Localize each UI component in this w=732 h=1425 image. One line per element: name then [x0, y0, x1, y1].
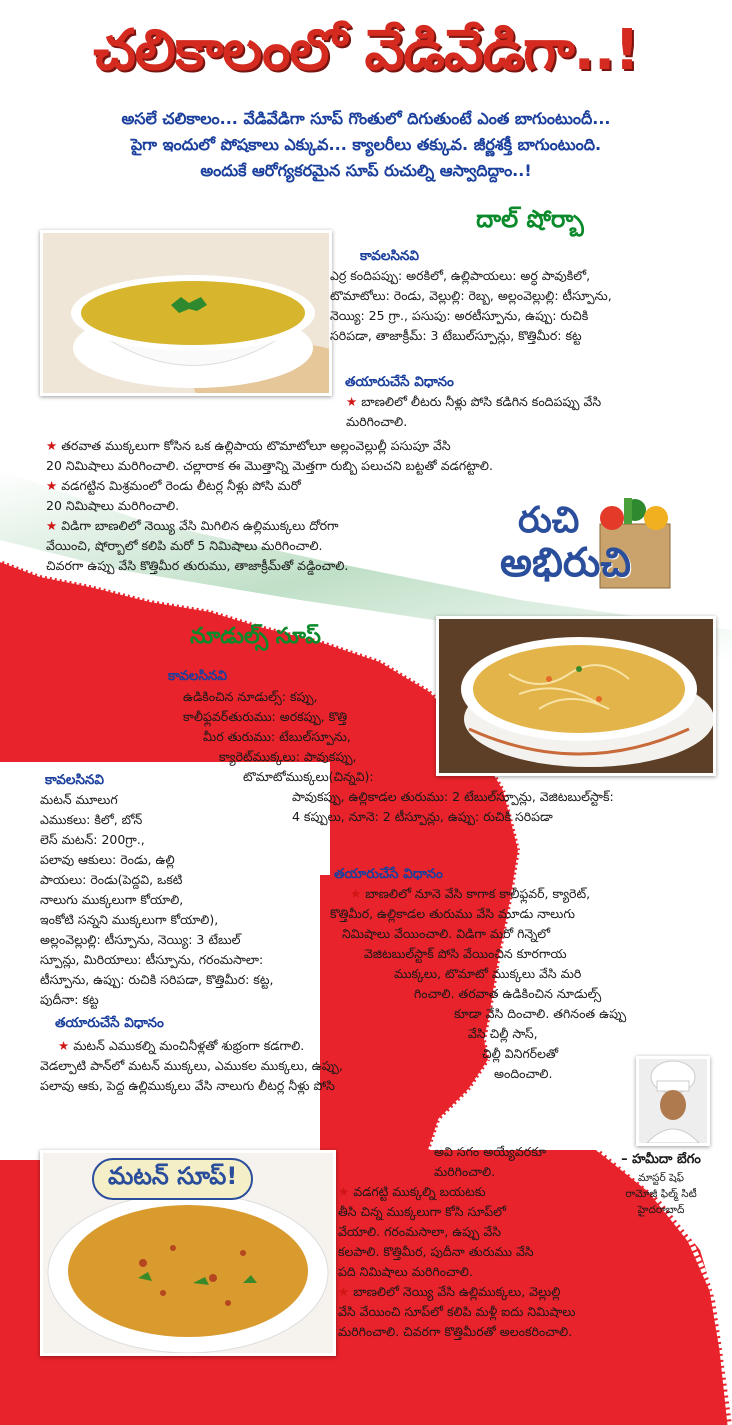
star-bullet-icon: ★: [338, 1184, 350, 1199]
noodles-ingredient-line: టొమాటోముక్కలు(చిన్నవి):: [243, 769, 374, 784]
noodles-ingredient-line: మీర తురుము: టేబుల్‌స్పూను,: [203, 729, 351, 744]
mutton-method-line: తీసి చిన్న ముక్కలుగా కోసి సూప్‌లో: [338, 1204, 507, 1219]
mutton-method-line: కలపాలి. కొత్తిమీర, పుదీనా తురుము వేసి: [338, 1244, 534, 1259]
mutton-ingredient-line: మటన్ మూలుగ: [40, 792, 118, 807]
mutton-method-line: వేయాలి. గరంమసాలా, ఉప్పు వేసి: [338, 1224, 502, 1239]
dal-method-heading: తయారుచేసే విధానం: [345, 374, 454, 390]
noodles-method-line: కొత్తిమీర, ఉల్లికాడల తురుము వేసి మూడు నాలుగు: [330, 906, 575, 921]
mutton-method-heading: తయారుచేసే విధానం: [55, 1015, 164, 1031]
page-title-text: చలికాలంలో వేడివేడిగా..!: [93, 18, 639, 83]
mutton-ingredient-line: టీస్పూను, ఉప్పు: రుచికి సరిపడా, కొత్తిమీర: కట్ట,: [40, 972, 274, 987]
noodles-method-line: నిమిషాలు వేయించాలి. విడిగా మరో గిన్నెలో: [342, 926, 551, 941]
chef-name: – హమీదా బేగం: [621, 1152, 701, 1167]
dal-title: [430, 205, 630, 239]
mutton-method-line: మరిగించాలి. చివరగా కొత్తిమీరతో అలంకరించాలి.: [338, 1324, 573, 1339]
mutton-ingredients-heading: కావలసినవి: [45, 772, 105, 788]
chef-photo: [636, 1056, 710, 1146]
noodles-title: [190, 624, 321, 654]
mutton-method-line: వేసి వేయించి సూప్‌లో కలిపి మళ్లీ ఐదు నిమిషాలు: [338, 1304, 576, 1319]
mutton-ingredient-line: స్పూన్లు, మిరియాలు: టీస్పూను, గరంమసాలా:: [40, 952, 264, 967]
mutton-method-line: వెడల్పాటి పాన్‌లో మటన్ ముక్కలు, ఎముకల ముక్కలు, ఉప్పు,: [40, 1058, 343, 1073]
noodles-method-line: ముక్కలు, టొమాటో ముక్కలు వేసి మరి: [394, 966, 582, 981]
dal-method-line: చివరగా ఉప్పు వేసి కొత్తిమీర తురుము, తాజాక్రీమ్‌తో వడ్డించాలి.: [46, 558, 349, 573]
dal-ingredient-line: టొమాటోలు: రెండు, వెల్లుల్లి: రెబ్బ, అల్లంవెల్లుల్లి: టీస్పూను,: [330, 288, 612, 303]
noodles-ingredient-line: 4 కప్పులు, నూనె: 2 టీస్పూన్లు, ఉప్పు: రుచికి సరిపడా: [292, 809, 553, 824]
mutton-method-line: పది నిమిషాలు మరిగించాలి.: [338, 1264, 473, 1279]
star-bullet-icon: ★: [346, 394, 358, 409]
intro-line: పైగా ఇందులో పోషకాలు ఎక్కువ... క్యాలరీలు తక్కువ. జీర్ణశక్తీ బాగుంటుంది.: [130, 135, 602, 154]
star-bullet-icon: ★: [46, 518, 58, 533]
mutton-method-right: [338, 1142, 708, 1342]
noodles-ingredients-top: [183, 687, 443, 787]
mutton-method-line: మరిగించాలి.: [434, 1164, 496, 1179]
dal-title-text: దాల్ షోర్బా: [476, 205, 584, 233]
mutton-ingredient-line: లెస్ మటన్: 200గ్రా.,: [40, 832, 145, 847]
mutton-ingredient-line: పలావు ఆకులు: రెండు, ఉల్లి: [40, 852, 175, 867]
dal-soup-illustration: [43, 233, 329, 393]
mutton-method-line: అవి సగం అయ్యేవరకూ: [434, 1144, 547, 1159]
chef-portrait: [639, 1059, 707, 1143]
star-bullet-icon: ★: [46, 478, 58, 493]
intro: [0, 106, 732, 184]
noodles-ingredient-line: పావుకప్పు, ఉల్లికాడల తురుము: 2 టేబుల్‌స్పూన్లు, వెజిటబుల్‌స్టాక్:: [292, 789, 614, 804]
intro-line: అందుకే ఆరోగ్యకరమైన సూప్ రుచుల్ని ఆస్వాదిద్దాం..!: [200, 161, 532, 180]
dal-method-line: 20 నిమిషాలు మరిగించాలి.: [46, 498, 180, 513]
chef-city: హైదరాబాద్: [637, 1204, 685, 1216]
noodles-ingredient-line: కాలీఫ్లవర్‌తురుము: అరకప్పు, కొత్తి: [183, 709, 348, 724]
star-bullet-icon: ★: [338, 1284, 350, 1299]
noodles-ingredient-line: క్యారెట్‌ముక్కలు: పావుకప్పు,: [219, 749, 357, 764]
star-bullet-icon: ★: [58, 1038, 70, 1053]
noodles-soup-photo: [436, 616, 716, 776]
noodles-soup-illustration: [439, 619, 713, 773]
dal-ingredient-line: ఎర్ర కందిపప్పు: అరకిలో, ఉల్లిపాయలు: అర్ధ పావుకిలో,: [330, 268, 591, 283]
noodles-ingredient-line: ఉడికించిన నూడుల్స్: కప్పు,: [183, 689, 318, 704]
dal-ingredients: [330, 266, 725, 346]
dal-method-line: 20 నిమిషాలు మరిగించాలి. చల్లారాక ఈ మొత్తాన్ని మెత్తగా రుబ్బి పలుచని బట్టతో వడగట్టాలి.: [46, 458, 493, 473]
mutton-method-line: ★ మటన్ ఎముకల్ని మంచినీళ్లతో శుభ్రంగా కడగాలి.: [58, 1038, 305, 1053]
noodles-method-heading: తయారుచేసే విధానం: [334, 866, 443, 882]
noodles-method-line: గించాలి. తరవాత ఉడికించిన నూడుల్స్: [414, 986, 602, 1001]
logo-line-1: రుచి: [518, 500, 580, 541]
dal-method-1: [346, 392, 726, 432]
mutton-badge-text: మటన్ సూప్!: [108, 1162, 238, 1190]
mutton-ingredient-line: ఇంకోటి సన్నని ముక్కలుగా కోయాలి),: [40, 912, 219, 927]
chef-title: మాస్టర్ షెఫ్: [637, 1172, 685, 1184]
dal-method-line: ★ తరవాత ముక్కలుగా కోసిన ఒక ఉల్లిపాయ టొమాటోలూ అల్లంవెల్లుల్లీ పసుపూ వేసి: [46, 438, 451, 453]
mutton-ingredients: [40, 790, 380, 1010]
ruchi-abhiruchi-logo: [500, 496, 700, 596]
dal-method-line: ★ విడిగా బాణలిలో నెయ్యి వేసి మిగిలిన ఉల్లిముక్కలు దోరగా: [46, 518, 339, 533]
dal-ingredients-heading: కావలసినవి: [360, 248, 420, 264]
mutton-ingredient-line: ఎముకలు: కిలో, బోన్: [40, 812, 143, 827]
noodles-ingredients-heading: కావలసినవి: [168, 668, 228, 684]
noodles-title-text: నూడుల్స్ సూప్: [190, 624, 321, 649]
dal-method-line: ★ వడగట్టిన మిశ్రమంలో రెండు లీటర్ల నీళ్లు పోసి మరో: [46, 478, 301, 493]
noodles-method-line: ★ బాణలిలో నూనె వేసి కాగాక కాలీఫ్లవర్, క్యారెట్,: [350, 886, 591, 901]
noodles-method-line: కూడా వేసి దించాలి. తగినంత ఉప్పు: [454, 1006, 627, 1021]
noodles-method-line: వేసి చిల్లీ సాస్,: [468, 1026, 538, 1041]
noodles-method-line: అందించాలి.: [494, 1066, 553, 1081]
mutton-method-line: ★ బాణలిలో నెయ్యి వేసి ఉల్లిముక్కలు, వెల్లుల్లి: [338, 1284, 561, 1299]
mutton-ingredient-line: పుదీనా: కట్ట: [40, 992, 99, 1007]
dal-ingredient-line: సరిపడా, తాజాక్రీమ్: 3 టేబుల్‌స్పూన్లు, కొత్తిమీర: కట్ట: [330, 328, 582, 343]
mutton-method-line: పలావు ఆకు, పెద్ద ఉల్లిముక్కలు వేసి నాలుగు లీటర్ల నీళ్లు పోసి: [40, 1078, 335, 1093]
mutton-method-line: ★ వడగట్టి ముక్కల్ని బయటకు: [338, 1184, 486, 1199]
chef-org: రామోజీ ఫిల్మ్ సిటీ: [625, 1188, 697, 1200]
dal-method-line: వేయించి, షోర్బాలో కలిపి మరో 5 నిమిషాలు మరిగించాలి.: [46, 538, 323, 553]
mutton-ingredient-line: అల్లంవెల్లుల్లి: టీస్పూను, నెయ్యి: 3 టేబుల్: [40, 932, 241, 947]
mutton-badge: [92, 1158, 253, 1200]
mutton-ingredient-line: నాలుగు ముక్కలుగా కోయాలి,: [40, 892, 184, 907]
intro-line: అసలే చలికాలం... వేడివేడిగా సూప్ గొంతులో దిగుతుంటే ఎంత బాగుంటుందీ...: [121, 109, 611, 128]
logo-line-2: అభిరుచి: [500, 540, 632, 586]
dal-method-line: ★ బాణలిలో లీటరు నీళ్లు పోసి కడిగిన కందిపప్పు వేసి: [346, 394, 602, 409]
dal-ingredient-line: నెయ్యి: 25 గ్రా., పసుపు: అరటీస్పూను, ఉప్పు: రుచికి: [330, 308, 589, 323]
star-bullet-icon: ★: [46, 438, 58, 453]
noodles-method-line: చిల్లీ వినిగర్‌లతో: [482, 1046, 559, 1061]
star-bullet-icon: ★: [350, 886, 362, 901]
noodles-method-line: వెజిటబుల్‌స్టాక్ పోసి వేయించిన కూరగాయ: [364, 946, 567, 961]
dal-soup-photo: [40, 230, 332, 396]
dal-method-line: మరిగించాలి.: [346, 414, 408, 429]
mutton-ingredient-line: పాయలు: రెండు(పెద్దవి, ఒకటి: [40, 872, 183, 887]
mutton-method-top: [40, 1036, 480, 1096]
page-title: [0, 18, 732, 97]
